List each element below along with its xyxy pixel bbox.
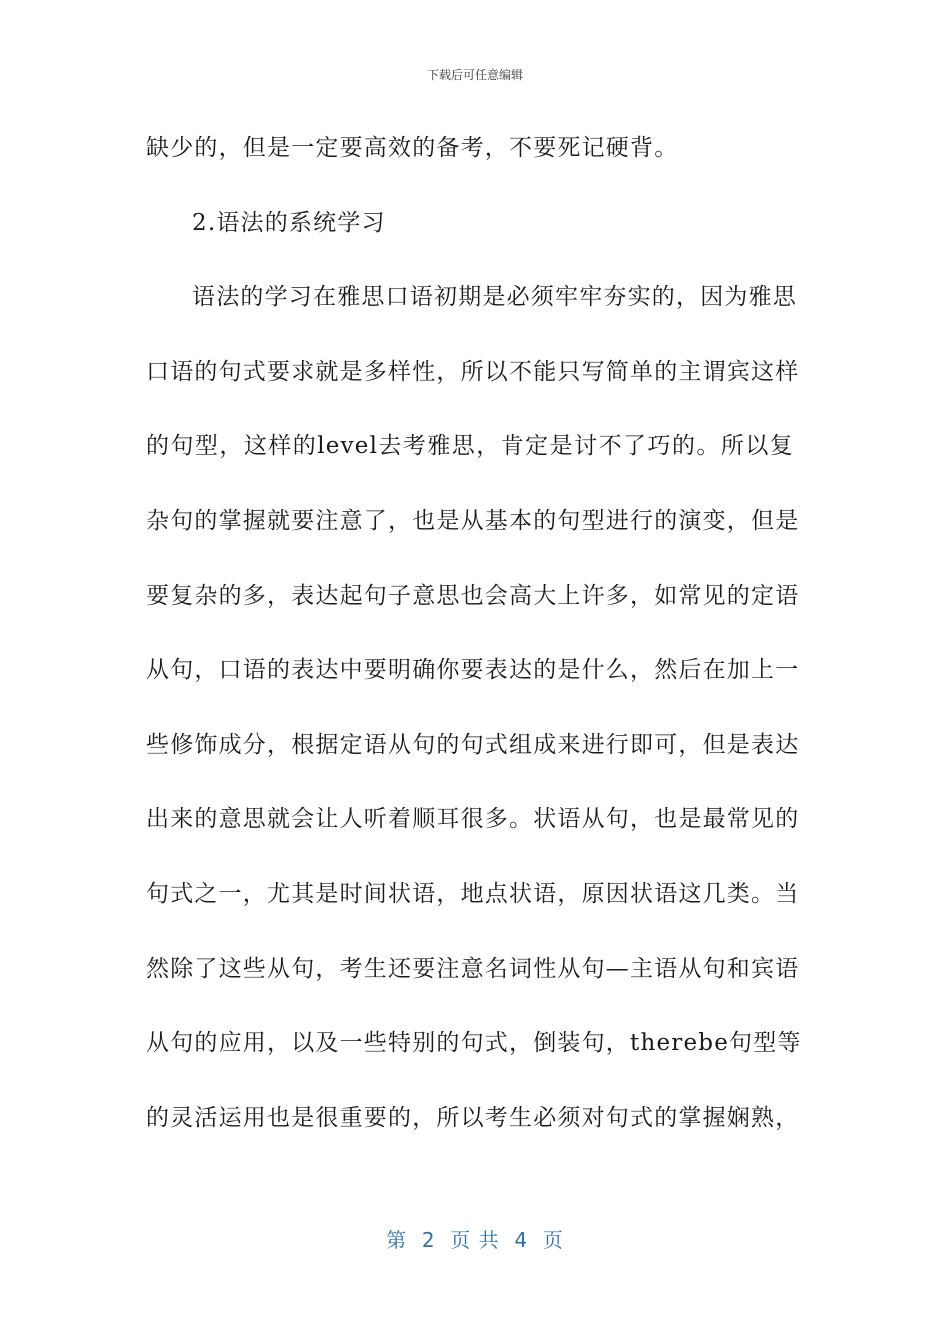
paragraph-line: 的句型，这样的level去考雅思，肯定是讨不了巧的。所以复 — [146, 433, 794, 460]
page-number-footer: 第 2 页 共 4 页 — [386, 1228, 564, 1252]
page-header-note: 下载后可任意编辑 — [426, 68, 523, 82]
section-heading: 2.语法的系统学习 — [192, 209, 386, 236]
paragraph-line: 的灵活运用也是很重要的，所以考生必须对句式的掌握娴熟， — [146, 1104, 800, 1131]
paragraph-line: 出来的意思就会让人听着顺耳很多。状语从句，也是最常见的 — [146, 806, 800, 833]
paragraph-line: 要复杂的多，表达起句子意思也会高大上许多，如常见的定语 — [146, 582, 800, 609]
paragraph-line: 句式之一，尤其是时间状语，地点状语，原因状语这几类。当 — [146, 880, 800, 907]
paragraph-line: 从句的应用，以及一些特别的句式，倒装句，therebe句型等 — [146, 1030, 802, 1057]
paragraph-line: 然除了这些从句，考生还要注意名词性从句—主语从句和宾语 — [146, 955, 800, 982]
document-body — [146, 121, 802, 1165]
paragraph-line: 语法的学习在雅思口语初期是必须牢牢夯实的，因为雅思 — [192, 284, 797, 311]
paragraph-line: 缺少的，但是一定要高效的备考，不要死记硬背。 — [146, 135, 679, 161]
paragraph-line: 些修饰成分，根据定语从句的句式组成来进行即可，但是表达 — [146, 731, 800, 758]
paragraph-line: 杂句的掌握就要注意了，也是从基本的句型进行的演变，但是 — [146, 507, 800, 534]
paragraph-line: 口语的句式要求就是多样性，所以不能只写简单的主谓宾这样 — [146, 358, 800, 385]
paragraph-line: 从句，口语的表达中要明确你要表达的是什么，然后在加上一 — [146, 657, 800, 684]
